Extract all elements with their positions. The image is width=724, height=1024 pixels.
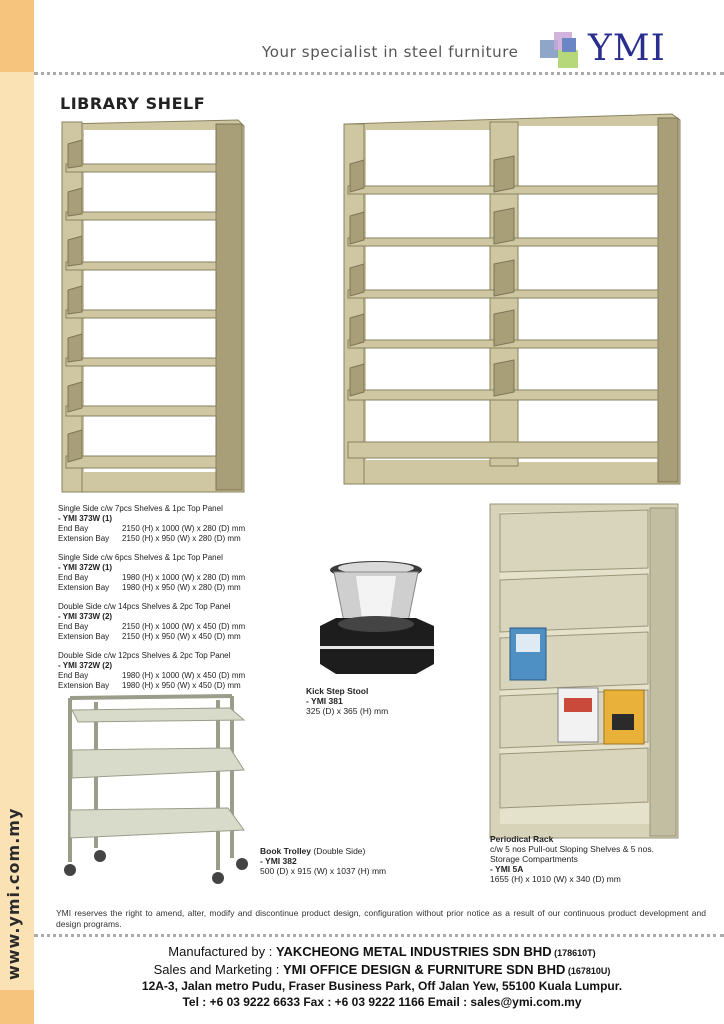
spec-value: 2150 (H) x 1000 (W) x 450 (D) mm — [122, 622, 246, 631]
tagline: Your specialist in steel furniture — [262, 43, 519, 61]
trolley-dims: 500 (D) x 915 (W) x 1037 (H) mm — [260, 866, 387, 876]
logo-square-4 — [562, 38, 576, 52]
spec-value: 1980 (H) x 1000 (W) x 450 (D) mm — [122, 671, 246, 680]
footer — [40, 944, 724, 1010]
trolley-note: (Double Side) — [311, 846, 366, 856]
spec-label: Extension Bay — [58, 583, 110, 592]
stool-dims: 325 (D) x 365 (H) mm — [306, 706, 389, 716]
rack-code: - YMI 5A — [490, 864, 524, 874]
contact-line — [40, 995, 724, 1011]
spec-row — [58, 524, 298, 534]
sales-reg: (167810U) — [565, 965, 611, 976]
spec-row — [58, 573, 298, 583]
spec-372w-2 — [58, 651, 298, 691]
spec-description: Single Side c/w 6pcs Shelves & 1pc Top Panel — [58, 553, 223, 562]
rack-description: c/w 5 nos Pull-out Sloping Shelves & 5 nos. — [490, 844, 654, 854]
spec-label: Extension Bay — [58, 534, 110, 543]
stool-code: - YMI 381 — [306, 696, 343, 706]
disclaimer: YMI reserves the right to amend, alter, modify and discontinue product design, configuration without prior notice as a result of our continuous product development and design programs. — [56, 908, 706, 929]
stool-name: Kick Step Stool — [306, 686, 369, 696]
rack-dims: 1655 (H) x 1010 (W) x 340 (D) mm — [490, 874, 621, 884]
spec-372w-1 — [58, 553, 298, 593]
manufacturer-label: Manufactured by : — [168, 944, 276, 959]
spec-description: Single Side c/w 7pcs Shelves & 1pc Top Panel — [58, 504, 223, 513]
page-title: LIBRARY SHELF — [60, 94, 206, 113]
logo-square-3 — [558, 50, 578, 68]
spec-description: Double Side c/w 12pcs Shelves & 2pc Top Panel — [58, 651, 231, 660]
spec-value: 2150 (H) x 1000 (W) x 280 (D) mm — [122, 524, 246, 533]
ymi-logo — [540, 30, 690, 70]
spec-value: 2150 (H) x 950 (W) x 280 (D) mm — [122, 534, 241, 543]
spec-label: Extension Bay — [58, 681, 110, 690]
sales-line — [40, 962, 724, 980]
address-text: 12A-3, Jalan metro Pudu, Fraser Business Park, Off Jalan Yew, 55100 Kuala Lumpur. — [141, 979, 623, 993]
spec-373w-2 — [58, 602, 298, 642]
spec-code: - YMI 372W (2) — [58, 661, 113, 670]
spec-value: 2150 (H) x 950 (W) x 450 (D) mm — [122, 632, 241, 641]
spec-label: End Bay — [58, 622, 89, 631]
spec-value: 1980 (H) x 1000 (W) x 280 (D) mm — [122, 573, 246, 582]
book-trolley-caption — [260, 846, 386, 876]
manufacturer-line — [40, 944, 724, 962]
header-divider — [34, 72, 724, 75]
spec-label: End Bay — [58, 671, 89, 680]
spec-row — [58, 622, 298, 632]
trolley-code: - YMI 382 — [260, 856, 297, 866]
spec-row — [58, 671, 298, 681]
spec-value: 1980 (H) x 950 (W) x 450 (D) mm — [122, 681, 241, 690]
website-url[interactable]: www.ymi.com.my — [4, 807, 23, 980]
periodical-rack-image — [488, 502, 682, 840]
sales-label: Sales and Marketing : — [153, 961, 283, 977]
double-library-shelf-image — [342, 112, 682, 488]
periodical-rack-caption — [490, 834, 654, 884]
spec-description: Double Side c/w 14pcs Shelves & 2pc Top Panel — [58, 602, 231, 611]
book-trolley-image — [58, 690, 254, 886]
contact-text[interactable]: Tel : +6 03 9222 6633 Fax : +6 03 9222 1166 Email : sales@ymi.com.my — [182, 994, 582, 1009]
spec-value: 1980 (H) x 950 (W) x 280 (D) mm — [122, 583, 241, 592]
spec-373w-1 — [58, 504, 298, 544]
spec-row — [58, 583, 298, 593]
spec-row — [58, 632, 298, 642]
spec-code: - YMI 372W (1) — [58, 563, 113, 572]
rack-description-2: Storage Compartments — [490, 854, 578, 864]
rack-name: Periodical Rack — [490, 834, 554, 844]
kick-step-stool-image — [316, 560, 438, 680]
spec-label: Extension Bay — [58, 632, 110, 641]
manufacturer-name: YAKCHEONG METAL INDUSTRIES SDN BHD — [275, 944, 552, 959]
footer-divider — [34, 934, 724, 937]
shelf-specs — [58, 504, 298, 700]
spec-label: End Bay — [58, 573, 89, 582]
spec-row — [58, 534, 298, 544]
logo-wordmark: YMI — [588, 28, 666, 69]
spec-label: End Bay — [58, 524, 89, 533]
manufacturer-reg: (178610T) — [551, 948, 596, 958]
sidebar-top-block — [0, 0, 34, 72]
trolley-name: Book Trolley — [260, 846, 312, 856]
spec-code: - YMI 373W (2) — [58, 612, 113, 621]
sidebar-bottom-block — [0, 990, 34, 1024]
kick-step-stool-caption — [306, 686, 388, 716]
single-library-shelf-image — [58, 118, 248, 496]
spec-code: - YMI 373W (1) — [58, 514, 113, 523]
address — [40, 979, 724, 995]
sales-name: YMI OFFICE DESIGN & FURNITURE SDN BHD — [282, 961, 566, 977]
